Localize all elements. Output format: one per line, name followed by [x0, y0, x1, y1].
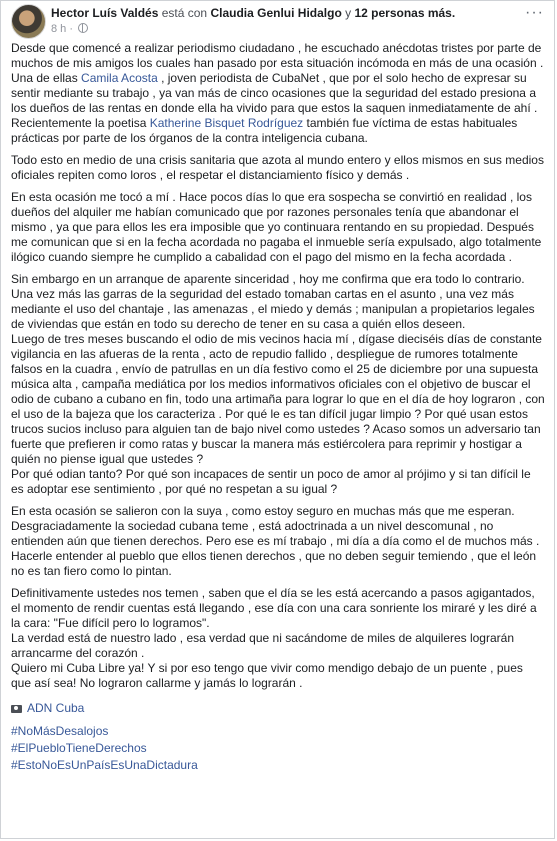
paragraph-1 — [11, 41, 545, 146]
hashtag-3[interactable]: #EstoNoEsUnPaísEsUnaDictadura — [11, 758, 198, 772]
more-options-icon[interactable]: ··· — [525, 4, 544, 21]
paragraph-4 — [11, 272, 545, 497]
hashtag-2[interactable]: #ElPuebloTieneDerechos — [11, 741, 147, 755]
post-body — [11, 41, 545, 774]
meta-dot: · — [69, 23, 74, 35]
post-time[interactable]: 8 h — [51, 23, 67, 35]
post-header — [11, 4, 544, 40]
paragraph-6-text-b: La verdad está de nuestro lado , esa verdad que ni sacándome de miles de alquileres lograrán arrancarme del corazón . — [11, 631, 514, 660]
paragraph-3: En esta ocasión me tocó a mí . Hace pocos días lo que era sospecha se convirtió en realidad , los dueños del alquiler me habían comunicado que por razones personales tenía que abandonar el mismo , ya que para ellos les era imposible que yo continuara rentando en su propiedad. Después me comunican que si en la fecha acordada no pagaba el inmueble sería expulsado, algo totalmente ilógico cuando siempre he cumplido a cabalidad con el pago del mismo en la fecha acordada . — [11, 190, 542, 264]
paragraph-6-text: Definitivamente ustedes nos temen , saben que el día se les está acercando a pasos agigantados, el momento de rendir cuentas está llegando , ese día con una cara sonriente los miraré y les diré a la cara: "Fue difícil pero lo logramos". — [11, 586, 537, 630]
paragraph-1-text-d: también fue víctima de estas habituales prácticas por parte de los órganos de la contra inteligencia cubana. — [11, 116, 518, 145]
tagged-name[interactable]: Claudia Genlui Hidalgo — [210, 6, 342, 20]
hashtags — [11, 723, 545, 774]
mention-katherine-bisquet[interactable]: Katherine Bisquet Rodríguez — [149, 116, 304, 130]
paragraph-6 — [11, 586, 545, 691]
paragraph-4-text-b: Luego de tres meses buscando el odio de mis vecinos hacia mí , dígase dieciséis días de constante vigilancia en las afueras de la renta , acto de repudio fallido , despliegue de rumores totalmente falsos en la cuadra , envío de patrullas en un día festivo como el 25 de diciembre por una supuesta música alta , campaña mediática por los medios informativos oficiales con el objetivo de buscar el odio de cubano a cubano en fin, todo una artimaña para lograr lo que en el día de hoy lograron , con el uso de la bajeza que los caracteriza . Por qué le es tan difícil jugar limpio ? Por qué usan estos trucos sucios incluso para alguien tan de bajo nivel como ustedes ? Acaso somos un adversario tan fuerte que prefieren ir como ratas y buscar la manera más estiércolera para reprimir y hostigar a quién no piense igual que ustedes ? — [11, 332, 545, 466]
and-text: y — [345, 6, 352, 20]
hashtag-1[interactable]: #NoMásDesalojos — [11, 724, 109, 738]
paragraph-2: Todo esto en medio de una crisis sanitaria que azota al mundo entero y ellos mismos en sus medios oficiales repiten como loros , el respetar el distanciamiento físico y demás . — [11, 153, 544, 182]
post-meta — [51, 23, 88, 35]
with-text: está con — [161, 6, 208, 20]
paragraph-4-text-c: Por qué odian tanto? Por qué son incapaces de sentir un poco de amor al prójimo y si tan difícil le es adoptar ese sentimiento , por qué no respetan a su igual ? — [11, 467, 531, 496]
post-header-line — [51, 6, 455, 20]
paragraph-4-text: Sin embargo en un arranque de aparente sinceridad , hoy me confirma que era todo lo contrario. Una vez más las garras de la seguridad del estado tomaban cartas en el asunto , una vez más mediante el uso del chantaje , las amenazas , el miedo y demás ; manipulan a propietarios legales de viviendas que están en todo su derecho de tener en su casa a quién ellos deseen. — [11, 272, 535, 331]
others-link[interactable]: 12 personas más. — [354, 6, 456, 20]
mention-camila-acosta[interactable]: Camila Acosta — [81, 71, 158, 85]
globe-icon — [78, 23, 88, 33]
paragraph-1-text-c: , joven periodista de CubaNet , que por el solo hecho de expresar su sentir mediante su trabajo , ya van más de cinco ocasiones que la seguridad del estado presiona a los dueños de las rentas en donde ella ha vivido para que estos la saquen inmediatamente de ahí . Recientemente la poetisa — [11, 71, 538, 130]
author-name[interactable]: Hector Luís Valdés — [51, 6, 159, 20]
camera-icon — [11, 705, 22, 713]
avatar[interactable] — [11, 4, 46, 39]
adn-cuba-link[interactable]: ADN Cuba — [27, 701, 85, 715]
paragraph-1-text-b: Una de ellas — [11, 71, 82, 85]
adn-cuba-line — [11, 701, 545, 716]
paragraph-5: En esta ocasión se salieron con la suya , como estoy seguro en muchas más que me esperan. Desgraciadamente la sociedad cubana teme , está adoctrinada a un nivel descomunal , no entienden aún que tienen derechos. Pero ese es mí trabajo , mi día a día como el de muchos más . Hacerle entender al pueblo que ellos tienen derechos , que no deben seguir temiendo , que el león no es tan fiero como lo pintan. — [11, 504, 540, 578]
paragraph-1-text: Desde que comencé a realizar periodismo ciudadano , he escuchado anécdotas tristes por parte de muchos de mis amigos los cuales han pasado por esta situación incómoda en más de una ocasión . — [11, 41, 544, 70]
paragraph-6-text-c: Quiero mi Cuba Libre ya! Y si por eso tengo que vivir como mendigo debajo de un puente , pues que así sea! No lograron callarme y jamás lo lograrán . — [11, 661, 523, 690]
